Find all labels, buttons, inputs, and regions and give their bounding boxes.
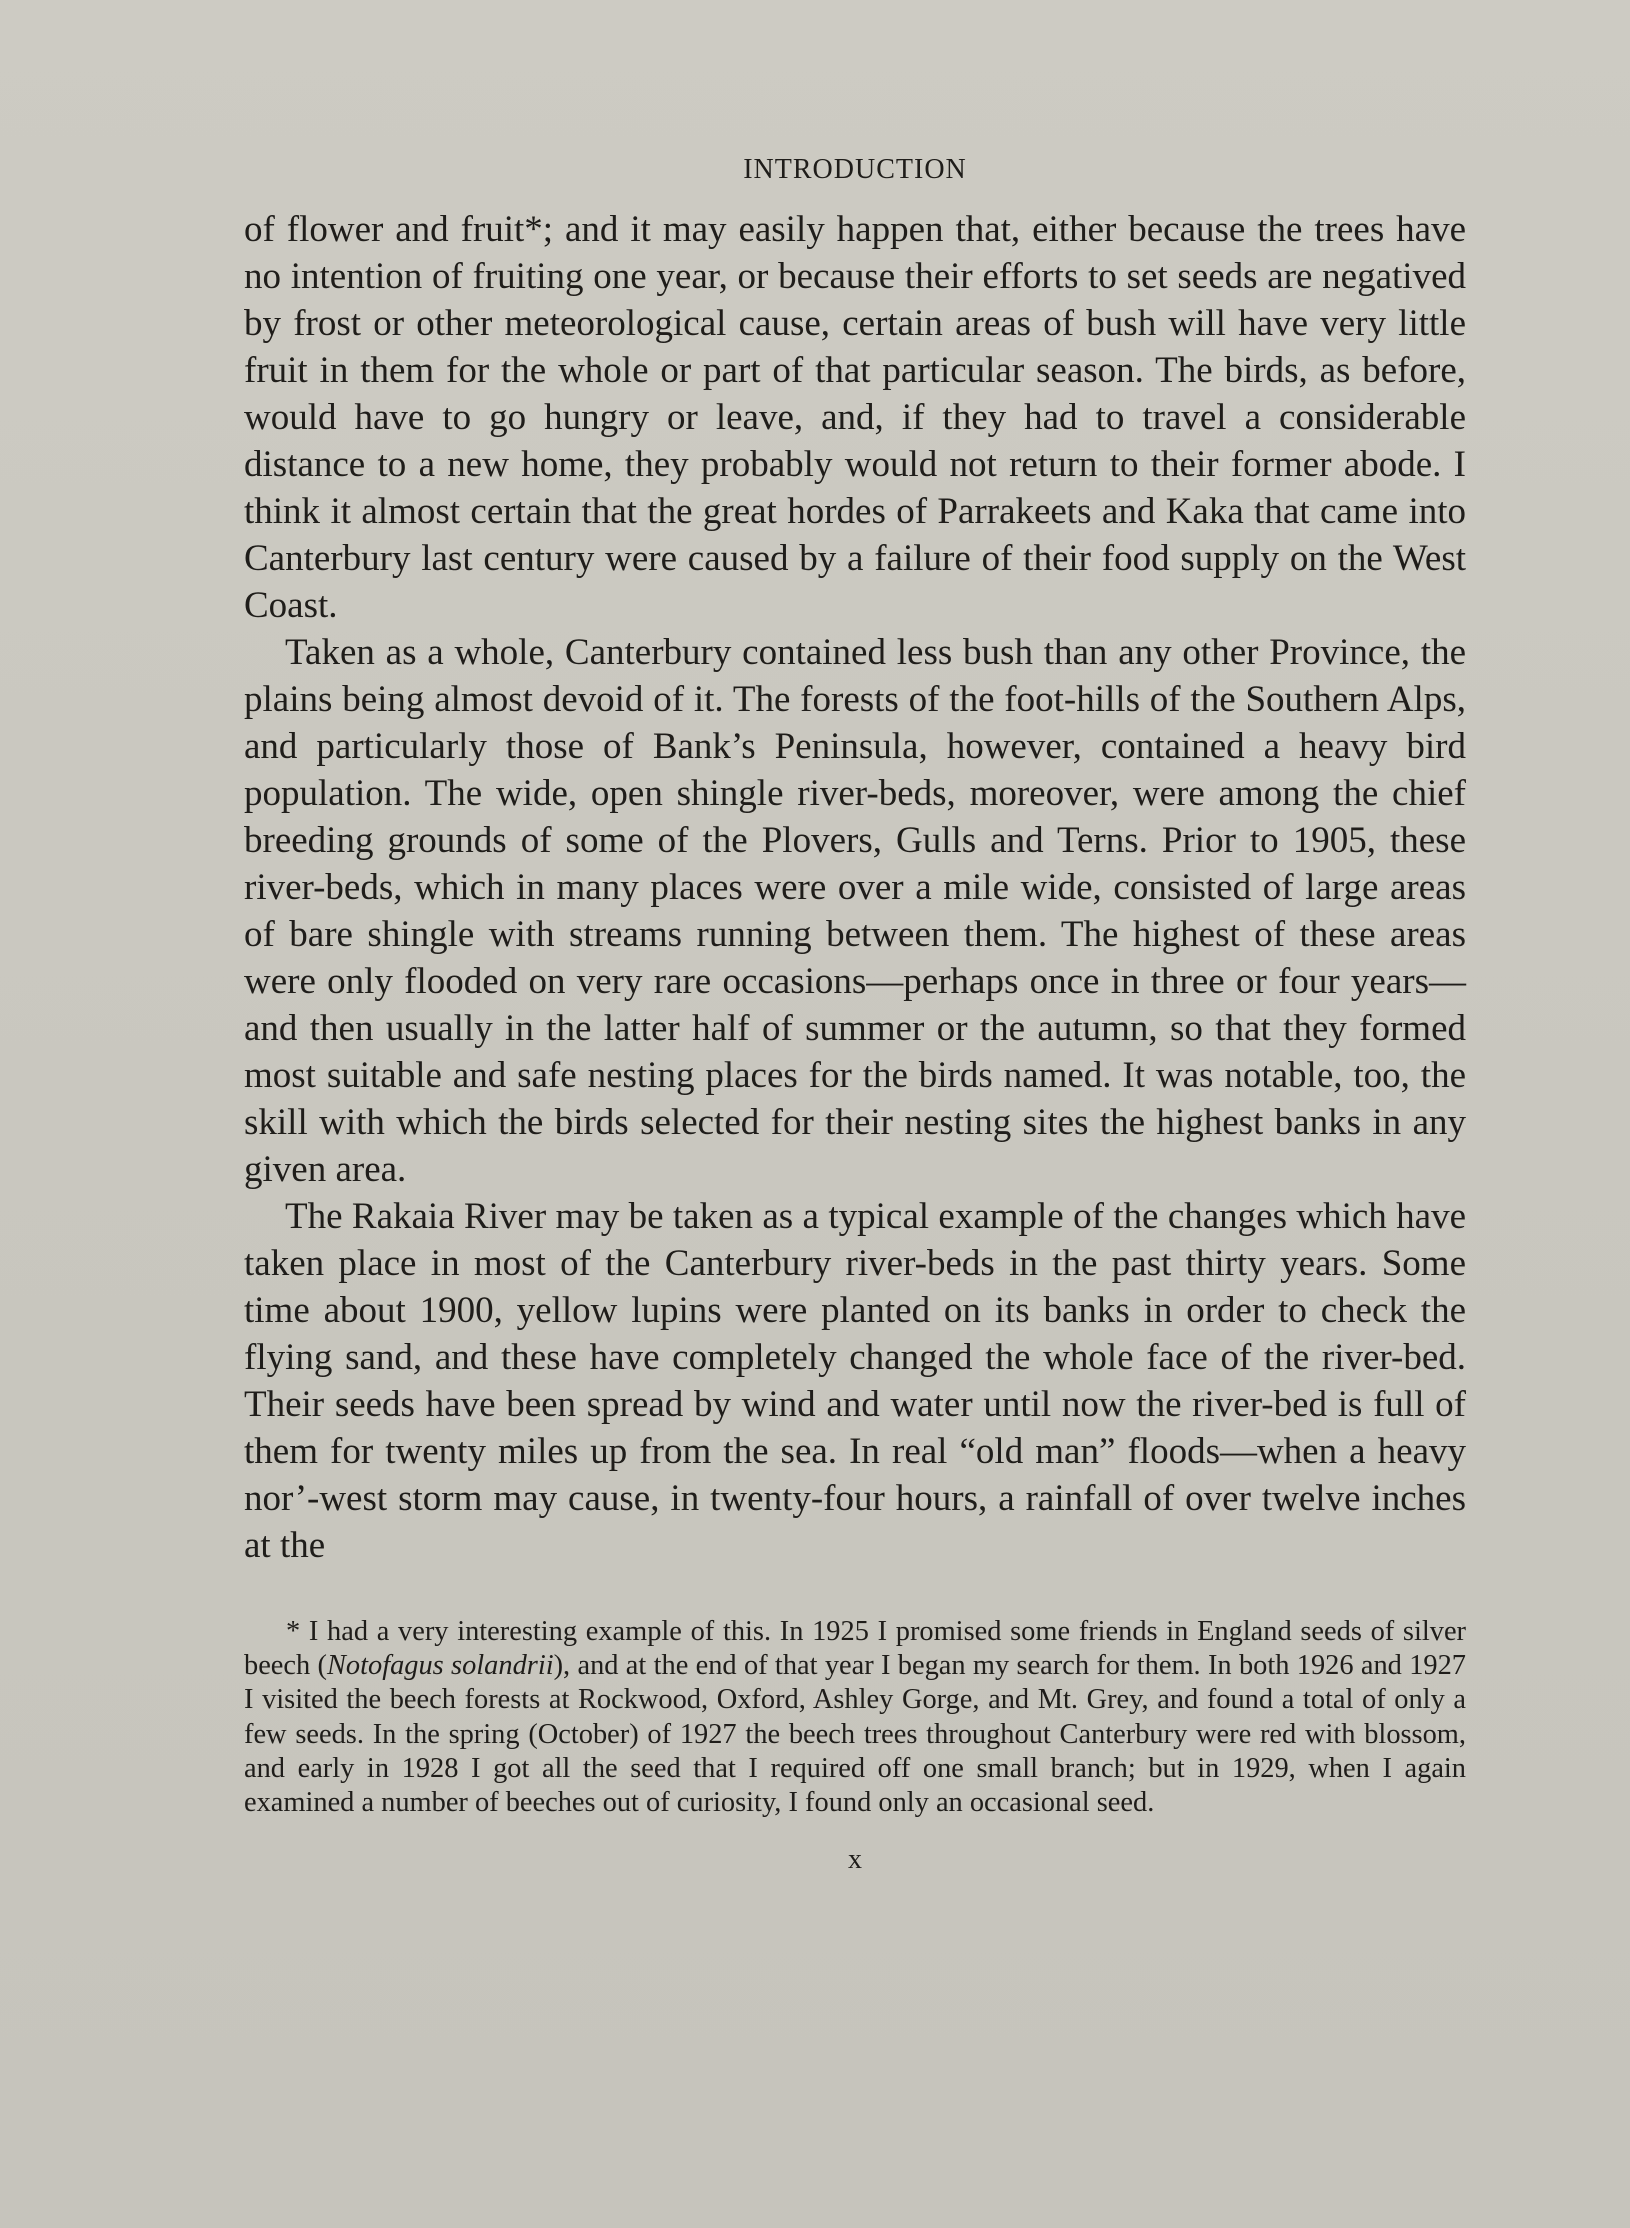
book-page (244, 148, 1466, 1880)
footnote-text-end: ), and at the end of that year I began my search for them. In both 1926 and 1927 I visited the beech forests at Rockwood, Oxford, Ashley Gorge, and Mt. Grey, and found a total of only a few seeds. In the spring (October) of 1927 the beech trees throughout Canterbury were red with blossom, and early in 1928 I got all the seed that I required off one small branch; but in 1929, when I again examined a number of beeches out of curiosity, I found only an occasional seed. (244, 1650, 1466, 1819)
footnotes (244, 1615, 1466, 1820)
paragraph-1: of flower and fruit*; and it may easily happen that, either because the trees have no intention of fruiting one year, or because their efforts to set seeds are negatived by frost or other meteorological cause, certain areas of bush will have very little fruit in them for the whole or part of that particular season. The birds, as before, would have to go hungry or leave, and, if they had to travel a considerable distance to a new home, they probably would not return to their former abode. I think it almost certain that the great hordes of Parrakeets and Kaka that came into Canterbury last century were caused by a failure of their food supply on the West Coast. (244, 209, 1466, 626)
footnote-text-start: * I had a very interesting example of this. In 1925 I promised some friends in England seeds of silver beech ( (244, 1616, 1466, 1682)
body-text (244, 206, 1466, 1569)
footnote-species-name: Notofagus solandrii (326, 1650, 554, 1682)
paragraph-3: The Rakaia River may be taken as a typical example of the changes which have taken place in most of the Canterbury river-beds in the past thirty years. Some time about 1900, yellow lupins were planted on its banks in order to check the flying sand, and these have completely changed the whole face of the river-bed. Their seeds have been spread by wind and water until now the river-bed is full of them for twenty miles up from the sea. In real “old man” floods—when a heavy nor’-west storm may cause, in twenty-four hours, a rainfall of over twelve inches at the (244, 1196, 1466, 1566)
page-number: x (848, 1844, 862, 1876)
running-head: INTRODUCTION (743, 154, 967, 185)
footnote (244, 1615, 1466, 1820)
paragraph-2: Taken as a whole, Canterbury contained less bush than any other Province, the plains being almost devoid of it. The forests of the foot-hills of the Southern Alps, and particularly those of Bank’s Peninsula, however, contained a heavy bird population. The wide, open shingle river-beds, moreover, were among the chief breeding grounds of some of the Plovers, Gulls and Terns. Prior to 1905, these river-beds, which in many places were over a mile wide, consisted of large areas of bare shingle with streams running between them. The highest of these areas were only flooded on very rare occasions—perhaps once in three or four years—and then usually in the latter half of summer or the autumn, so that they formed most suitable and safe nesting places for the birds named. It was notable, too, the skill with which the birds selected for their nesting sites the highest banks in any given area. (244, 632, 1466, 1190)
